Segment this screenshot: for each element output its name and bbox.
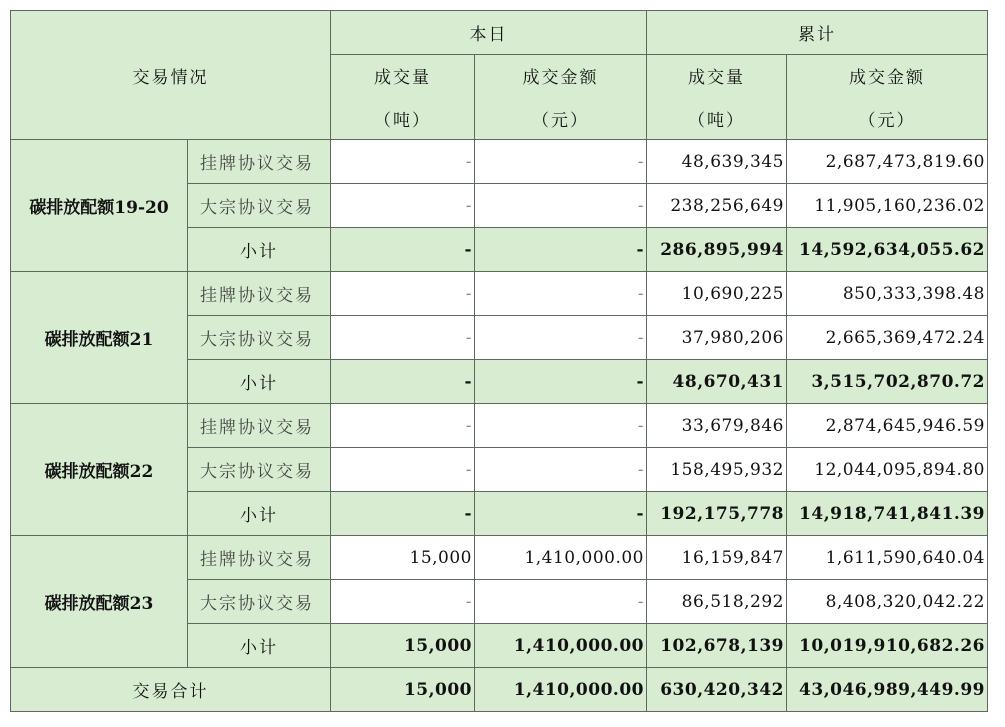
cum-volume: 238,256,649 [647,184,787,228]
header-volume-unit: （吨） [688,111,745,131]
day-volume: 15,000 [331,536,475,580]
header-today: 本日 [331,11,647,55]
table-row [11,272,988,316]
row-type: 挂牌协议交易 [188,536,331,580]
trade-summary-wrapper [10,10,988,712]
row-type: 小计 [188,360,331,404]
cum-amount: 8,408,320,042.22 [787,580,988,624]
header-amount-unit: （元） [532,111,589,131]
total-cum-amount: 43,046,989,449.99 [787,668,988,712]
day-volume: - [331,228,475,272]
total-label: 交易合计 [11,668,331,712]
day-amount: - [475,316,647,360]
cum-volume: 10,690,225 [647,272,787,316]
header-volume-label: 成交量 [374,68,431,88]
group-name: 碳排放配额21 [11,272,188,404]
day-amount: - [475,140,647,184]
row-type: 大宗协议交易 [188,448,331,492]
cum-volume: 86,518,292 [647,580,787,624]
row-type: 挂牌协议交易 [188,404,331,448]
cum-volume: 48,670,431 [647,360,787,404]
header-volume-unit: （吨） [374,111,431,131]
day-volume: - [331,184,475,228]
table-row [11,536,988,580]
day-volume: 15,000 [331,624,475,668]
trade-summary-table [10,10,988,712]
cum-volume: 192,175,778 [647,492,787,536]
row-type: 挂牌协议交易 [188,140,331,184]
day-volume: - [331,580,475,624]
cum-volume: 48,639,345 [647,140,787,184]
day-amount: - [475,404,647,448]
day-amount: - [475,228,647,272]
day-volume: - [331,360,475,404]
cum-amount: 1,611,590,640.04 [787,536,988,580]
day-amount: - [475,184,647,228]
cum-volume: 102,678,139 [647,624,787,668]
day-amount: 1,410,000.00 [475,536,647,580]
group-name: 碳排放配额23 [11,536,188,668]
row-type: 小计 [188,624,331,668]
cum-volume: 37,980,206 [647,316,787,360]
cum-volume: 286,895,994 [647,228,787,272]
row-type: 挂牌协议交易 [188,272,331,316]
day-amount: - [475,492,647,536]
total-day-volume: 15,000 [331,668,475,712]
cum-amount: 2,874,645,946.59 [787,404,988,448]
header-cum-amount [787,55,988,140]
cum-amount: 2,665,369,472.24 [787,316,988,360]
total-cum-volume: 630,420,342 [647,668,787,712]
cum-amount: 850,333,398.48 [787,272,988,316]
header-amount-unit: （元） [858,111,916,131]
cum-amount: 10,019,910,682.26 [787,624,988,668]
header-amount-label: 成交金额 [849,68,925,88]
header-today-amount [475,55,647,140]
day-amount: - [475,580,647,624]
day-amount: - [475,448,647,492]
cum-amount: 2,687,473,819.60 [787,140,988,184]
day-amount: 1,410,000.00 [475,624,647,668]
cum-amount: 14,592,634,055.62 [787,228,988,272]
group-name: 碳排放配额19-20 [11,140,188,272]
day-volume: - [331,492,475,536]
day-amount: - [475,272,647,316]
row-type: 小计 [188,492,331,536]
row-type: 小计 [188,228,331,272]
day-volume: - [331,140,475,184]
header-today-volume [331,55,475,140]
header-amount-label: 成交金额 [522,68,599,88]
cum-volume: 33,679,846 [647,404,787,448]
cum-amount: 11,905,160,236.02 [787,184,988,228]
day-volume: - [331,448,475,492]
total-day-amount: 1,410,000.00 [475,668,647,712]
day-volume: - [331,316,475,360]
group-name: 碳排放配额22 [11,404,188,536]
cum-amount: 3,515,702,870.72 [787,360,988,404]
cum-volume: 158,495,932 [647,448,787,492]
row-type: 大宗协议交易 [188,184,331,228]
header-cum-volume [647,55,787,140]
header-trade-info: 交易情况 [11,11,331,140]
cum-volume: 16,159,847 [647,536,787,580]
cum-amount: 12,044,095,894.80 [787,448,988,492]
header-volume-label: 成交量 [688,68,745,88]
table-row [11,404,988,448]
day-volume: - [331,404,475,448]
cum-amount: 14,918,741,841.39 [787,492,988,536]
table-row [11,140,988,184]
total-row [11,668,988,712]
header-cumulative: 累计 [647,11,988,55]
day-amount: - [475,360,647,404]
row-type: 大宗协议交易 [188,580,331,624]
day-volume: - [331,272,475,316]
row-type: 大宗协议交易 [188,316,331,360]
